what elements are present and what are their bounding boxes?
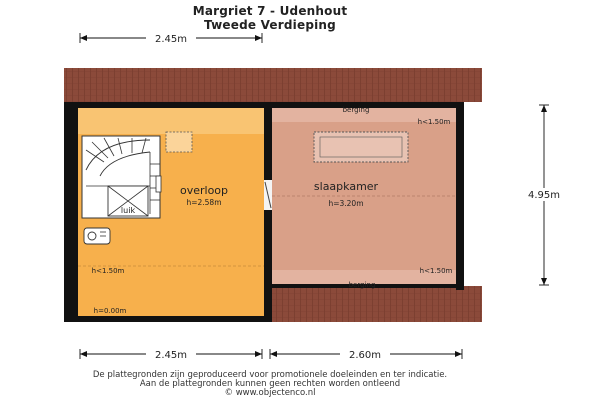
dimension-right-label: 4.95m [527,190,561,201]
slaapkamer-name: slaapkamer [313,180,379,193]
dimension-bottom-right-label: 2.60m [348,350,382,361]
berging-top-label: berging [342,106,370,114]
h-left-lower-label: h<1.50m [91,267,125,275]
plan-title: Margriet 7 - Udenhout [192,4,348,18]
footer-disclaimer-2: Aan de plattegronden kunnen geen rechten worden ontleend [139,379,401,389]
overloop-light-band [78,108,264,134]
plan-subtitle: Tweede Verdieping [204,18,336,32]
skylight-slaapkamer [314,132,408,162]
footer-disclaimer-1: De plattegronden zijn geproduceerd voor promotionele doeleinden en ter indicatie. [92,370,448,380]
wall-right [456,102,464,290]
h-left-bottom-label: h=0.00m [93,307,127,315]
skylight-overloop [166,132,192,152]
wall-middle [264,102,272,320]
luik-label: luik [120,206,136,215]
h-right-lower-label: h<1.50m [419,267,453,275]
footer-copyright: © www.objectenco.nl [224,388,316,398]
wall-left [64,102,78,320]
overloop-name: overloop [179,184,229,197]
roof-top [64,68,482,102]
berging-bottom-label: berging [348,281,376,289]
dimension-bottom-left-label: 2.45m [154,350,188,361]
slaapkamer-height: h=3.20m [328,199,364,208]
dimension-top-label: 2.45m [154,34,188,45]
overloop-height: h=2.58m [186,198,222,207]
h-top-right-label: h<1.50m [417,118,451,126]
wall-bottom-left [64,316,272,322]
